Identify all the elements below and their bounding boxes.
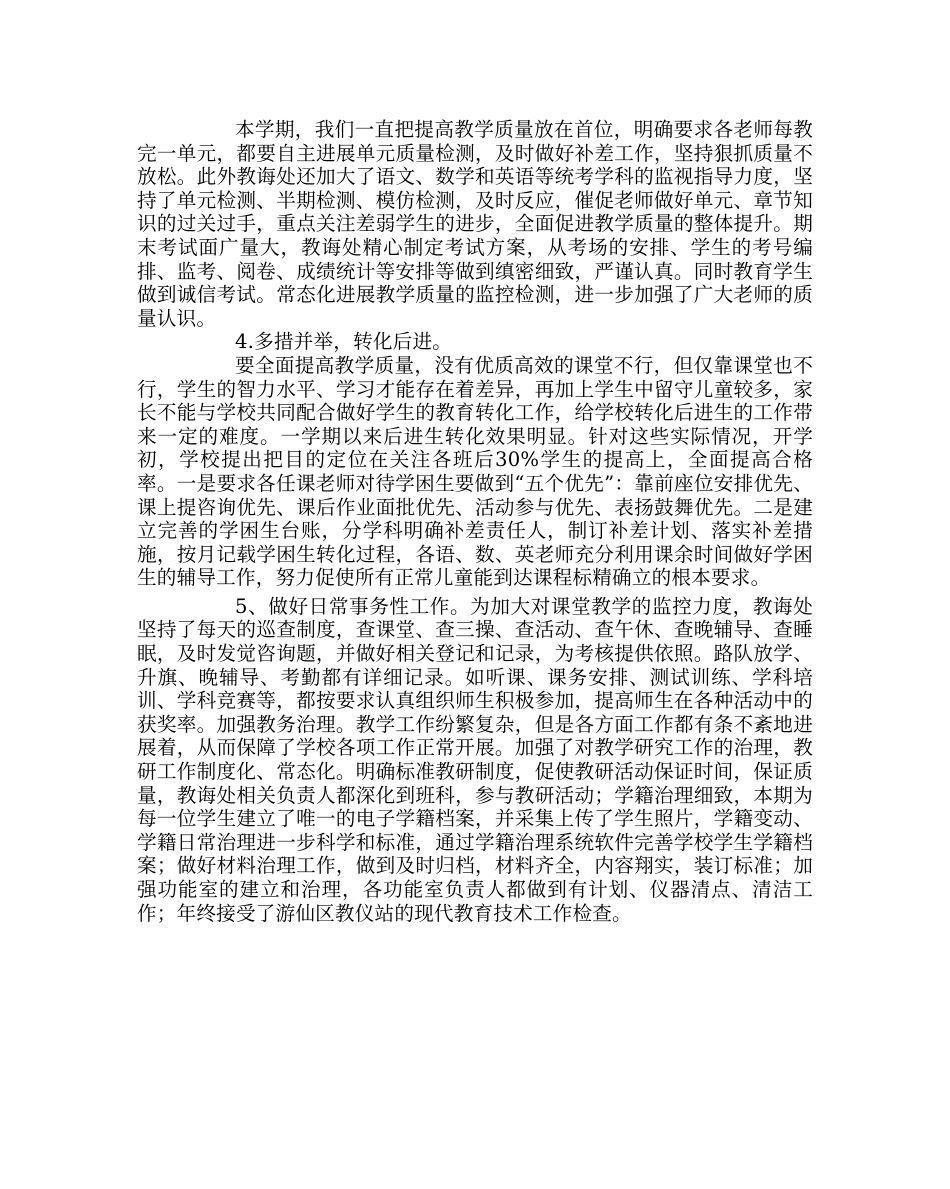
heading-transform-underachievers: 4.多措并举，转化后进。 — [235, 330, 453, 354]
document-body — [137, 118, 813, 925]
paragraph-daily-affairs: 5、做好日常事务性工作。为加大对课堂教学的监控力度，教诲处坚持了每天的巡查制度，查课堂、查三操、查活动、查午休、查晚辅导、查睡眠，及时发觉咨询题，并做好相关登记和记录，为考核提供依照。路队放学、升旗、晚辅导、考勤都有详细记录。如听课、课务安排、测试训练、学科培训、学科竞赛等，都按要求认真组织师生积极参加，提高师生在各种活动中的获奖率。加强教务治理。教学工作纷繁复杂，但是各方面工作都有条不紊地进展着，从而保障了学校各项工作正常开展。加强了对教学研究工作的治理，教研工作制度化、常态化。明确标准教研制度，促使教研活动保证时间，保证质量，教诲处相关负责人都深化到班科，参与教研活动；学籍治理细致，本期为每一位学生建立了唯一的电子学籍档案，并采集上传了学生照片，学籍变动、学籍日常治理进一步科学和标准，通过学籍治理系统软件完善学校学生学籍档案；做好材料治理工作，做到及时归档，材料齐全，内容翔实，装订标准；加强功能室的建立和治理，各功能室负责人都做到有计划、仪器清点、清洁工作；年终接受了游仙区教仪站的现代教育技术工作检查。 — [137, 594, 813, 925]
paragraph-underachiever-measures: 要全面提高教学质量，没有优质高效的课堂不行，但仅靠课堂也不行，学生的智力水平、学习才能存在着差异，再加上学生中留守儿童较多，家长不能与学校共同配合做好学生的教育转化工作，给学校转化后进生的工作带来一定的难度。一学期以来后进生转化效果明显。针对这些实际情况，开学初，学校提出把目的定位在关注各班后30%学生的提高上，全面提高合格率。一是要求各任课老师对待学困生要做到“五个优先”：靠前座位安排优先、课上提咨询优先、课后作业面批优先、活动参与优先、表扬鼓舞优先。二是建立完善的学困生台账，分学科明确补差责任人，制订补差计划、落实补差措施，按月记载学困生转化过程，各语、数、英老师充分利用课余时间做好学困生的辅导工作，努力促使所有正常儿童能到达课程标精确立的根本要求。 — [137, 353, 813, 590]
paragraph-quality-monitoring: 本学期，我们一直把提高教学质量放在首位，明确要求各老师每教完一单元，都要自主进展单元质量检测，及时做好补差工作，坚持狠抓质量不放松。此外教诲处还加大了语文、数学和英语等统考学科的监视指导力度，坚持了单元检测、半期检测、模仿检测，及时反应，催促老师做好单元、章节知识的过关过手，重点关注差弱学生的进步，全面促进教学质量的整体提升。期末考试面广量大，教诲处精心制定考试方案，从考场的安排、学生的考号编排、监考、阅卷、成绩统计等安排等做到缜密细致，严谨认真。同时教育学生做到诚信考试。常态化进展教学质量的监控检测，进一步加强了广大老师的质量认识。 — [137, 118, 813, 330]
